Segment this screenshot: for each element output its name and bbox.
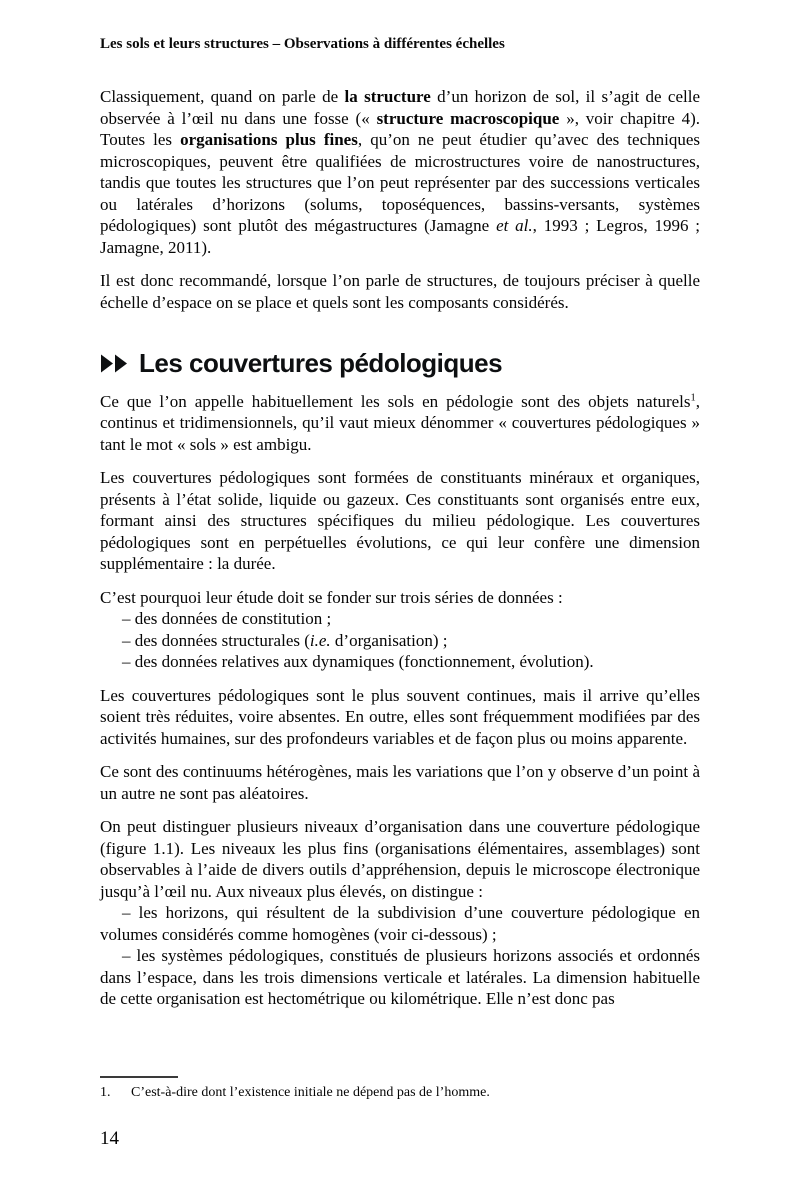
double-arrow-icon [100, 354, 130, 373]
paragraph: Ce sont des continuums hétérogènes, mais les variations que l’on y observe d’un point à un autre ne sont pas aléatoires. [100, 762, 700, 803]
footnote-text: C’est-à-dire dont l’existence initiale ne dépend pas de l’homme. [131, 1085, 490, 1100]
list-item: – des données relatives aux dynamiques (fonctionnement, évolution). [122, 652, 594, 671]
list-item: – les systèmes pédologiques, constitués de plusieurs horizons associés et ordonnés dans l’espace, dans les trois dimensions verticale et latérales. La dimension habituelle de cette organisation est hectométrique ou kilométrique. Elle n’est donc pas [100, 946, 700, 1008]
paragraph: Les couvertures pédologiques sont le plus souvent continues, mais il arrive qu’elles soient très réduites, voire absentes. En outre, elles sont fréquemment modifiées par des activités humaines, sur des profondeurs variables et de façon plus ou moins apparente. [100, 685, 700, 748]
paragraph: Il est donc recommandé, lorsque l’on parle de structures, de toujours préciser à quelle échelle d’espace on se place et quels sont les composants considérés. [100, 271, 700, 312]
footnote [100, 1076, 700, 1101]
running-header: Les sols et leurs structures – Observations à différentes échelles [100, 36, 505, 52]
section-title: Les couvertures pédologiques [139, 348, 503, 378]
dash-list [100, 902, 700, 1010]
footnote-number: 1. [100, 1085, 111, 1100]
paragraph: Les couvertures pédologiques sont formées de constituants minéraux et organiques, présents à l’état solide, liquide ou gazeux. Ces constituants sont organisés entre eux, formant ainsi des structures spécifiques du milieu pédologique. Les couvertures pédologiques sont en perpétuelles évolutions, ce qui leur confère une dimension supplémentaire : la durée. [100, 468, 700, 573]
list-item: – les horizons, qui résultent de la subdivision d’une couverture pédologique en volumes considérés comme homogènes (voir ci-dessous) ; [100, 903, 700, 944]
paragraph: On peut distinguer plusieurs niveaux d’organisation dans une couverture pédologique (figure 1.1). Les niveaux les plus fins (organisations élémentaires, assemblages) sont observables à l’aide de divers outils d’appréhension, depuis le microscope électronique jusqu’à l’œil nu. Aux niveaux plus élevés, on distingue : [100, 817, 700, 901]
section-heading [100, 348, 700, 378]
list-item: – des données structurales (i.e. d’organisation) ; [122, 630, 448, 650]
list-item: – des données de constitution ; [122, 609, 332, 628]
paragraph: C’est pourquoi leur étude doit se fonder sur trois séries de données : [100, 587, 563, 607]
page-number: 14 [100, 1128, 119, 1149]
footnote-rule [100, 1076, 178, 1078]
paragraph: Classiquement, quand on parle de la structure d’un horizon de sol, il s’agit de celle observée à l’œil nu dans une fosse (« structure macroscopique », voir chapitre 4). Toutes les organisations plus fines, qu’on ne peut étudier qu’avec des techniques microscopiques, peuvent être qualifiées de microstructures voire de nanostructures, tandis que toutes les structures que l’on peut représenter par des successions verticales ou latérales d’horizons (solums, toposéquences, bassins-versants, systèmes pédologiques) sont plutôt des mégastructures (Jamagne et al., 1993 ; Legros, 1996 ; Jamagne, 2011). [100, 87, 701, 257]
paragraph: Ce que l’on appelle habituellement les sols en pédologie sont des objets naturels$^1$, continus et tridimensionnels, qu’il vaut mieux dénommer « couvertures pédologiques » tant le mot « sols » est ambigu. [100, 391, 700, 454]
page-body [100, 86, 700, 1022]
dash-list [100, 608, 700, 673]
